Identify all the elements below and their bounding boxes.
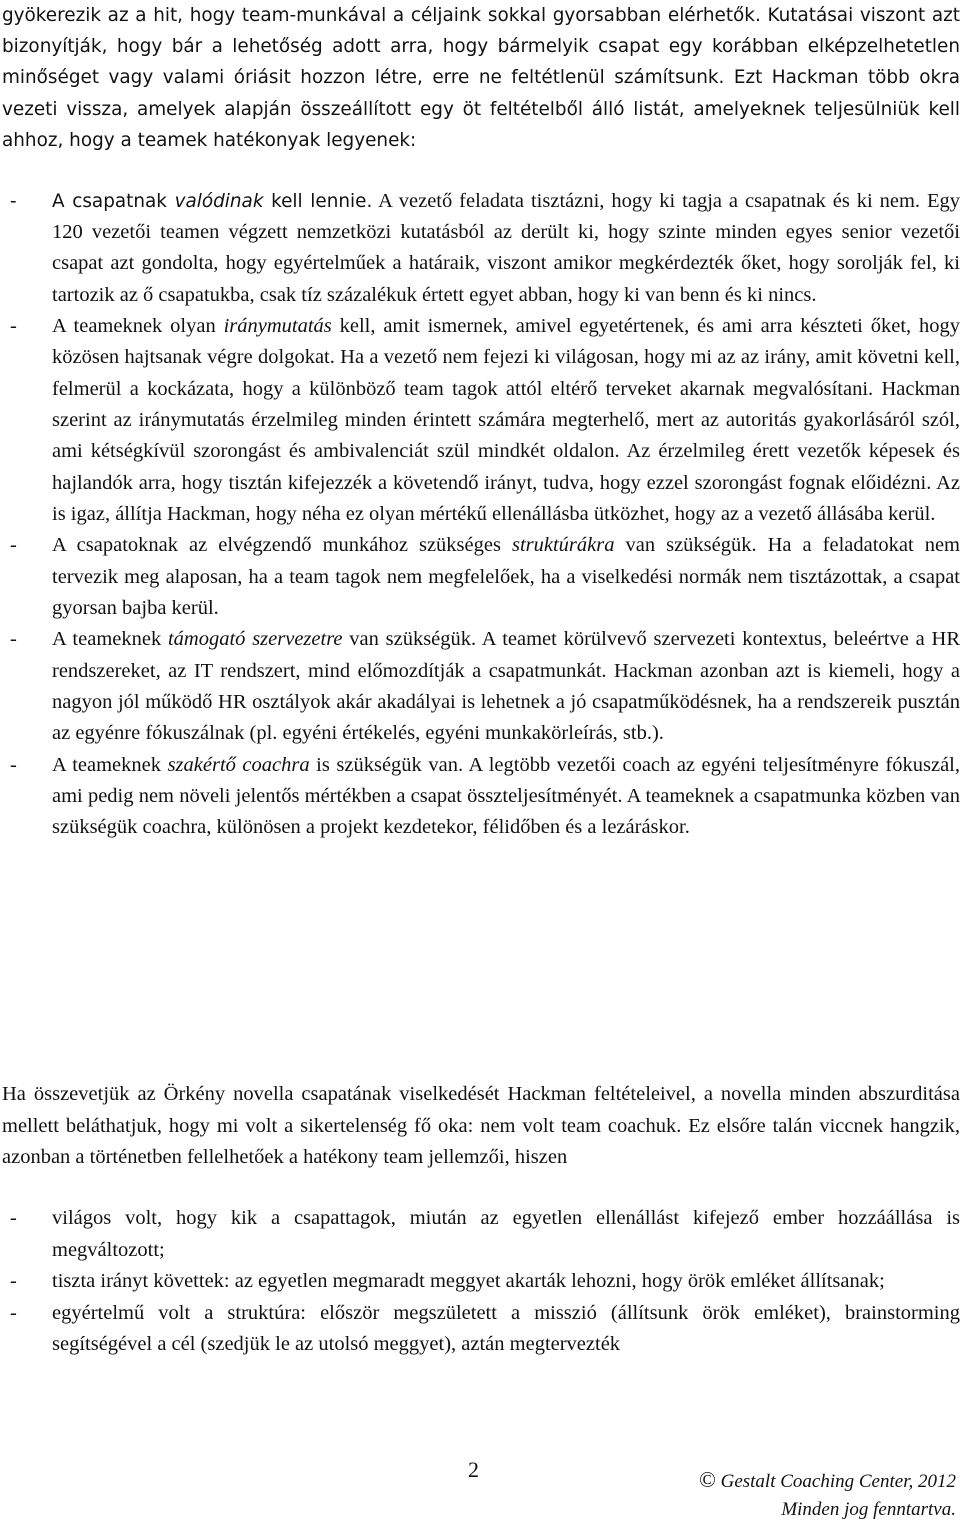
list-item: - A teameknek szakértő coachra is szükségük van. A legtöbb vezetői coach az egyéni teljesítményre fókuszál, ami pedig nem növeli jelentős mértékben a csapat összteljesítményét. A teameknek a csapatmunka közben van szükségük coachra, különösen a projekt kezdetekor, félidőben és a lezáráskor. bbox=[2, 750, 960, 844]
copyright-line bbox=[699, 1466, 956, 1496]
list-dash: - bbox=[10, 314, 17, 337]
list-item: - A teameknek olyan iránymutatás kell, amit ismernek, amivel egyetértenek, és ami arra készteti őket, hogy közösen hajtsanak végre dolgokat. Ha a vezető nem fejezi ki világosan, hogy mi az az irány, amit követni kell, felmerül a kockázata, hogy a különböző team tagok attól eltérő terveket akarnak megvalósítani. Hackman szerint az iránymutatás érzelmileg minden érintett számára megterhelő, mert az autoritás gyakorlásáról szól, ami kétségkívül szorongást és ambivalenciát szül mindkét oldalon. Az érzelmileg érett vezetők képesek és hajlandók arra, hogy tisztán kifejezzék a követendő irányt, tudva, hogy ezzel szorongást fognak előidézni. Az is igaz, állítja Hackman, hogy néha ez olyan mértékű ellenállásba ütközhet, hogy az a vezető állásába kerül. bbox=[2, 311, 960, 530]
emphasis: struktúrákra bbox=[511, 534, 615, 557]
list-item: - tiszta irányt követtek: az egyetlen megmaradt meggyet akarták lehozni, hogy örök emléket állítsanak; bbox=[2, 1266, 960, 1298]
list-item: - egyértelmű volt a struktúra: először megszületett a misszió (állítsunk örök emléket), brainstorming segítségével a cél (szedjük le az utolsó meggyet), aztán megtervezték bbox=[2, 1298, 960, 1361]
rights-line: Minden jog fenntartva. bbox=[781, 1499, 956, 1520]
copyright-icon: © bbox=[699, 1467, 716, 1492]
list-item: - A csapatoknak az elvégzendő munkához szükséges struktúrákra van szükségük. Ha a feladatokat nem tervezik meg alaposan, ha a team tagok nem megfelelőek, ha a viselkedési normák nem tisztázottak, a csapat gyorsan bajba kerül. bbox=[2, 530, 960, 624]
copyright-owner: Gestalt Coaching Center, 2012 bbox=[720, 1471, 956, 1492]
list-dash: - bbox=[10, 534, 17, 557]
list-dash: - bbox=[10, 191, 17, 212]
emphasis: támogató szervezetre bbox=[167, 628, 343, 651]
list-dash: - bbox=[10, 1207, 17, 1229]
list-item: - világos volt, hogy kik a csapattagok, miután az egyetlen ellenállást kifejező ember hozzáállása is megváltozott; bbox=[2, 1203, 960, 1266]
list-dash: - bbox=[10, 753, 17, 776]
list-item: - A csapatnak valódinak kell lennie. A vezető feladata tisztázni, hogy ki tagja a csapatnak és ki nem. Egy 120 vezetői teamen végzett nemzetközi kutatásból az derült ki, hogy szinte minden egyes senior vezetői csapat azt gondolta, hogy egyértelműek a határaik, viszont amikor megkérdezték őket, hogy sorolják fel, ki tartozik az ő csapatukba, csak tíz százalékuk értett egyet abban, hogy ki van benn és ki nincs. bbox=[2, 186, 960, 311]
characteristics-list bbox=[2, 1203, 960, 1361]
conditions-list bbox=[2, 186, 960, 844]
list-dash: - bbox=[10, 1301, 17, 1324]
emphasis: iránymutatás bbox=[223, 314, 332, 337]
intro-paragraph bbox=[2, 0, 960, 156]
emphasis: szakértő coachra bbox=[167, 753, 310, 776]
comparison-paragraph: Ha összevetjük az Örkény novella csapatának viselkedését Hackman feltételeivel, a novella minden abszurditása mellett beláthatjuk, hogy mi volt a sikertelenség fő oka: nem volt team coachuk. Ez elsőre talán viccnek hangzik, azonban a történetben fellelhetőek a hatékony team jellemzői, hiszen bbox=[2, 1083, 960, 1168]
list-dash: - bbox=[10, 628, 17, 651]
list-item: - A teameknek támogató szervezetre van szükségük. A teamet körülvevő szervezeti kontextus, beleértve a HR rendszereket, az IT rendszert, mind előmozdítják a csapatmunkát. Hackman azonban azt is kiemeli, hogy a nagyon jól működő HR osztályok akár akadályai is lehetnek a jó csapatműködésnek, ha a rendszereik pusztán az egyénre fókuszálnak (pl. egyéni értékelés, egyéni munkakörleírás, stb.). bbox=[2, 624, 960, 749]
footer-copyright bbox=[699, 1466, 956, 1524]
emphasis: valódinak bbox=[174, 191, 264, 212]
list-dash: - bbox=[10, 1270, 17, 1292]
intro-text: gyökerezik az a hit, hogy team-munkával a céljaink sokkal gyorsabban elérhetők. Kutatásai viszont azt bizonyítják, hogy bár a lehetőség adott arra, hogy bármelyik csapat egy korábban elképzelhetetlen minőséget vagy valami óriásit hozzon létre, erre ne feltétlenül számítsunk. Ezt Hackman több okra vezeti vissza, amelyek alapján összeállított egy öt feltételből álló listát, amelyeknek teljesülniük kell ahhoz, hogy a teamek hatékonyak legyenek: bbox=[2, 5, 960, 151]
page-number: 2 bbox=[468, 1457, 479, 1482]
